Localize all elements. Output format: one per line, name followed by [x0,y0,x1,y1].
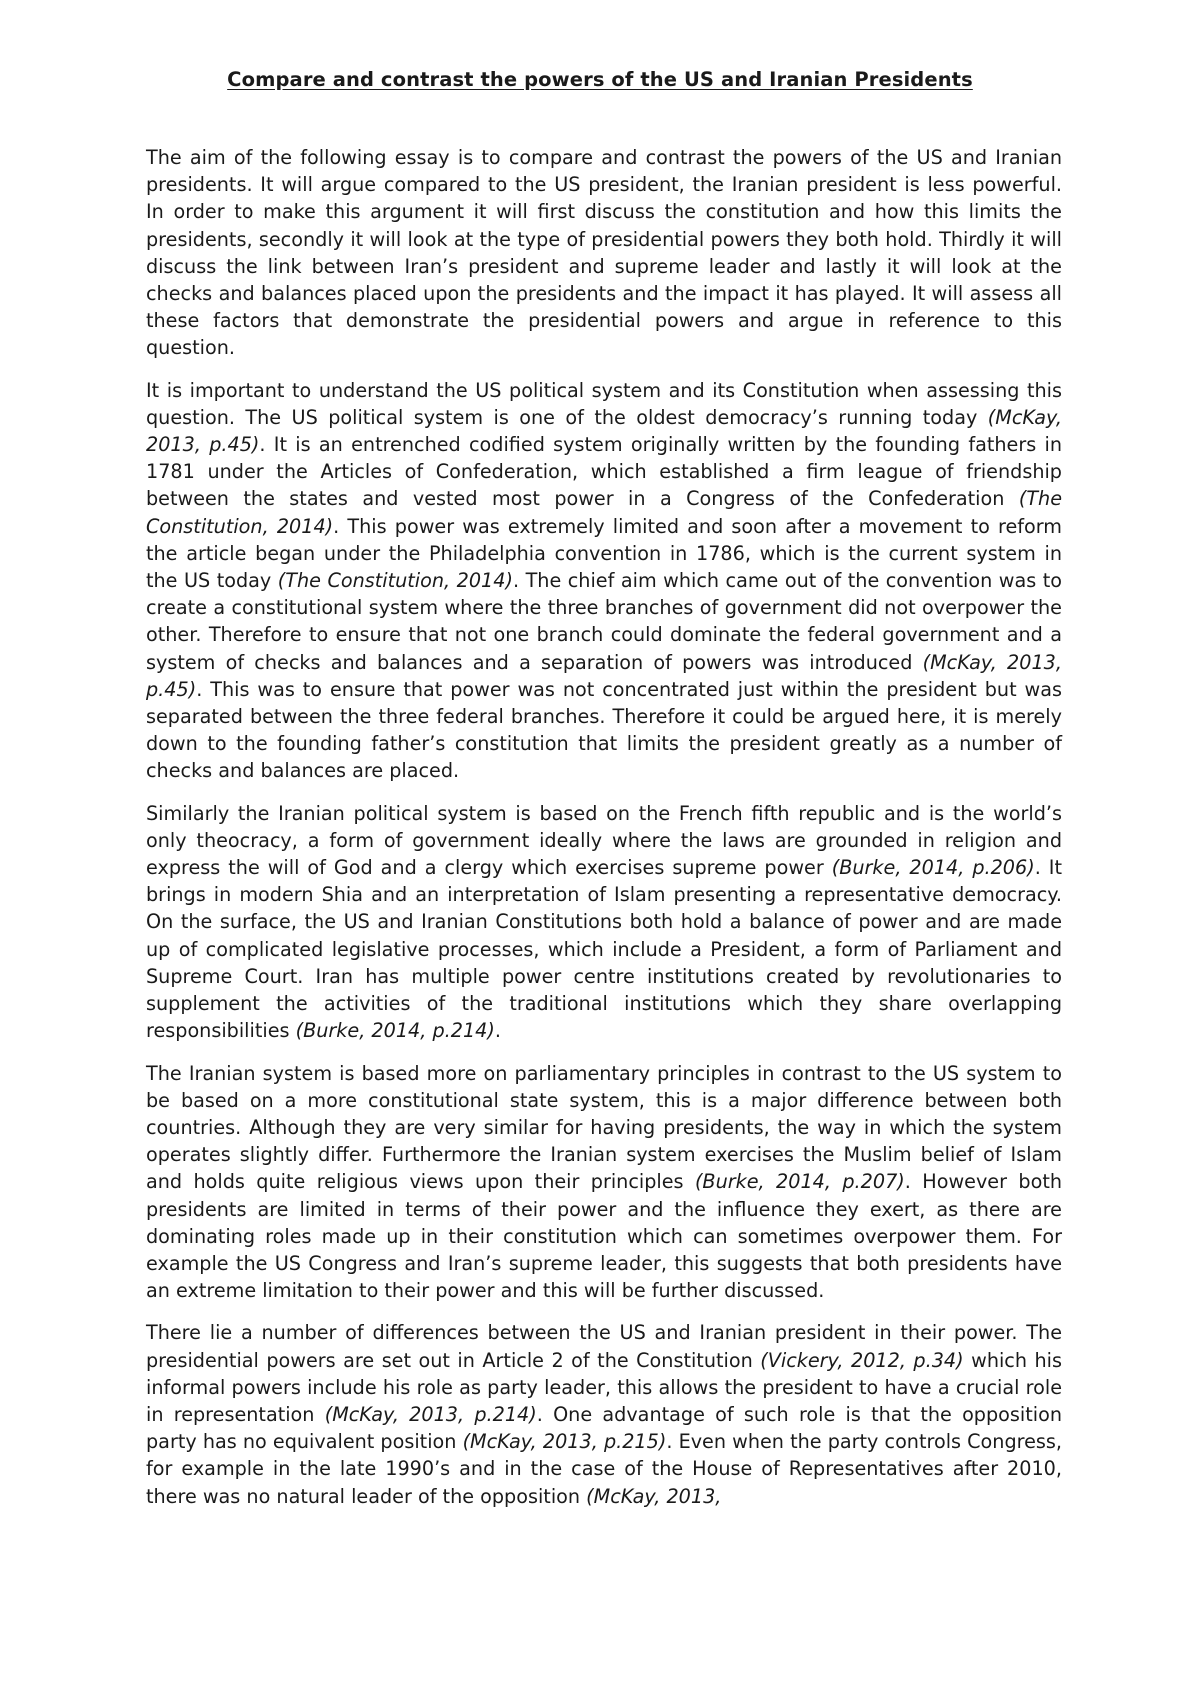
paragraph-text: . One advantage of such role is that the opposition party has no equivalent position [146,1402,1062,1454]
paragraph-text: . Even when the party controls Congress, for example in the late 1990’s and in the case of the House of Representatives after 2010, there was no natural leader of the opposition [146,1430,1062,1508]
paragraph [146,1060,1062,1305]
paragraph-text: The Iranian system is based more on parliamentary principles in contrast to the US system to be based on a more constitutional state system, this is a major difference between both countries. Although they are very similar for having presidents, the way in which the system operates slightly differ. Furthermore the Iranian system exercises the Muslim belief of Islam and holds quite religious views upon their principles [146,1061,1062,1194]
paragraph-text: Similarly the Iranian political system is based on the French fifth republic and is the world’s only theocracy, a form of government ideally where the laws are grounded in religion and express the will of God and a clergy which exercises supreme power [146,801,1062,880]
citation: (McKay, 2013, [586,1484,722,1508]
paragraph [146,144,1062,362]
paragraph [146,1319,1062,1509]
essay-body [146,144,1062,1525]
citation: (Burke, 2014, p.207) [694,1170,905,1194]
paragraph-text: . It is an entrenched codified system originally written by the founding fathers in 1781 under the Articles of Confederation, which established a firm league of friendship between the states and vested most power in a Congress of the Confederation [146,433,1062,511]
citation: (Burke, 2014, p.214) [295,1019,495,1043]
citation: (The Constitution, 2014) [277,569,513,593]
paragraph-text: . This power was extremely limited and soon after a movement to reform the article began under the Philadelphia convention in 1786, which is the current system in the US today [146,514,1063,593]
paragraph-text: The aim of the following essay is to compare and contrast the powers of the US and Iranian presidents. It will argue compared to the US president, the Iranian president is less powerful. In order to make this argument it will first discuss the constitution and how this limits the presidents, secondly it will look at the type of presidential powers they both hold. Thirdly it will discuss the link between Iran’s president and supreme leader and lastly it will look at the checks and balances placed upon the presidents and the impact it has played. It will assess all these factors that demonstrate the presidential powers and argue in reference to this question. [146,146,1062,360]
citation: (McKay, 2013, p.215) [462,1430,667,1454]
paragraph-text: . This was to ensure that power was not concentrated just within the president but was separated between the three federal branches. Therefore it could be argued here, it is merely down to the founding father’s constitution that limits the president greatly as a number of checks and balances are placed. [146,677,1062,783]
paragraph-text: . It brings in modern Shia and an interpretation of Islam presenting a representative democracy. On the surface, the US and Iranian Constitutions both hold a balance of power and are made up of complicated legislative processes, which include a President, a form of Parliament and Supreme Court. Iran has multiple power centre institutions created by revolutionaries to supplement the activities of the traditional institutions which they share overlapping responsibilities [146,856,1062,1043]
paragraph-text: which his informal powers include his role as party leader, this allows the president to have a crucial role in representation [146,1348,1063,1426]
essay-title: Compare and contrast the powers of the US and Iranian Presidents [227,68,973,91]
paragraph-text: There lie a number of differences between the US and Iranian president in their power. The presidential powers are set out in Article 2 of the Constitution [146,1321,1062,1372]
citation: (McKay, 2013, p.45) [146,650,1062,701]
citation: (Vickery, 2012, p.34) [760,1348,964,1372]
citation: (McKay, 2013, p.45) [146,405,1062,457]
paragraph [146,800,1062,1045]
citation: (The Constitution, 2014) [146,487,1062,538]
citation: (McKay, 2013, p.214) [324,1402,537,1426]
paragraph-text: . The chief aim which came out of the convention was to create a constitutional system where the three branches of government did not overpower the other. Therefore to ensure that not one branch could dominate the federal government and a system of checks and balances and a separation of powers was introduced [146,569,1062,674]
citation: (Burke, 2014, p.206) [831,856,1035,880]
paragraph [146,377,1062,785]
paragraph-text: It is important to understand the US political system and its Constitution when assessing this question. The US political system is one of the oldest democracy’s running today [146,378,1062,429]
paragraph-text: . However both presidents are limited in terms of their power and the influence they exert, as there are dominating roles made up in their constitution which can sometimes overpower them. For example the US Congress and Iran’s supreme leader, this suggests that both presidents have an extreme limitation to their power and this will be further discussed. [146,1170,1062,1303]
paragraph-text: . [494,1019,501,1043]
